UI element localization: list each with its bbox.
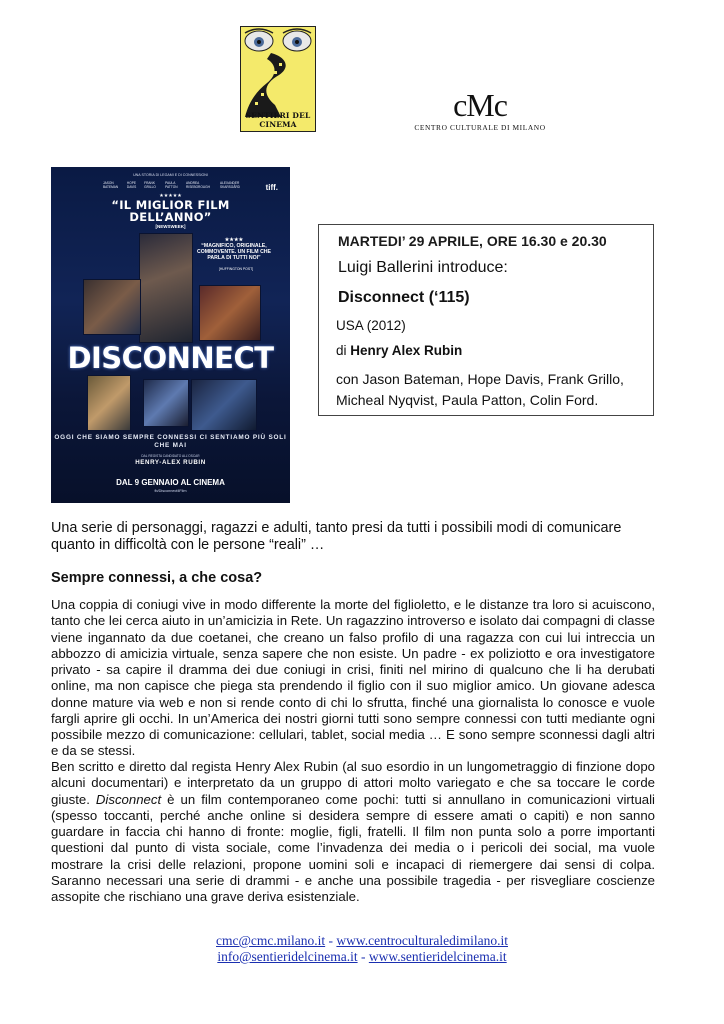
film-cast-line-2: Micheal Nyqvist, Paula Patton, Colin Ford. — [336, 392, 599, 408]
poster-director: HENRY-ALEX RUBIN — [135, 459, 206, 466]
sentieri-del-cinema-logo — [240, 26, 316, 132]
poster-cast-name: ANDREA RISEBOROUGH — [186, 181, 210, 189]
cmc-email-link[interactable]: cmc@cmc.milano.it — [216, 933, 326, 948]
poster-cast-name: FRANK GRILLO — [144, 181, 156, 189]
poster-photo-men — [191, 379, 257, 431]
poster-tagline: OGGI CHE SIAMO SEMPRE CONNESSI CI SENTIAMO PIÙ SOLI CHE MAI — [54, 434, 287, 449]
poster-cast-name: JASON BATEMAN — [103, 181, 119, 189]
footer-line-1 — [0, 933, 724, 949]
poster-cast — [103, 181, 256, 189]
sentieri-logo-caption: SENTIERI DEL CINEMA — [245, 111, 311, 129]
body-paragraph-2-start: Ben scritto e diretto dal regista Henry Alex Rubin (al suo esordio in un lungometraggio di finzione dopo alcuni documentari) e interpretato da un gruppo di attori molto variegato e che sa toccare le corde giuste. — [51, 759, 655, 807]
footer-separator: - — [357, 949, 369, 964]
section-heading: Sempre connessi, a che cosa? — [51, 570, 263, 586]
event-info-box — [318, 224, 654, 416]
event-datetime: MARTEDI’ 29 APRILE, ORE 16.30 e 20.30 — [338, 233, 607, 249]
footer-separator: - — [325, 933, 337, 948]
poster-photo-couple — [83, 279, 141, 335]
poster-photo-laptop — [143, 379, 189, 427]
sentieri-website-link[interactable]: www.sentieridelcinema.it — [368, 949, 507, 964]
poster-release-date: DAL 9 GENNAIO AL CINEMA — [116, 478, 225, 487]
poster-quote-1-source: [NEWSWEEK] — [155, 224, 186, 229]
film-road-icon — [241, 27, 315, 117]
poster-stars-1: ★★★★★ — [159, 193, 182, 199]
poster-title: DISCONNECT — [67, 341, 274, 375]
footer-line-2 — [0, 949, 724, 965]
poster-director-label: DAL REGISTA CANDIDATO ALL'OSCAR — [141, 454, 200, 458]
film-cast-line-1: con Jason Bateman, Hope Davis, Frank Grillo, — [336, 371, 624, 387]
film-director-line — [336, 343, 462, 358]
poster-cast-name: PAULA PATTON — [165, 181, 178, 189]
film-director: Henry Alex Rubin — [350, 343, 463, 358]
intro-text: Una serie di personaggi, ragazzi e adulti, tanto presi da tutti i possibili modi di comunicare quanto in difficoltà con le persone “reali” … — [51, 520, 622, 553]
body-paragraph-2-film-title: Disconnect — [95, 791, 162, 807]
poster-quote-1: “IL MIGLIOR FILM DELL’ANNO” — [111, 198, 230, 224]
cmc-logo-mark: cMc — [453, 87, 507, 123]
cmc-logo-subtitle: CENTRO CULTURALE DI MILANO — [414, 123, 546, 132]
body-paragraph-2 — [51, 759, 655, 905]
film-title: Disconnect (‘115) — [338, 289, 470, 306]
film-origin: USA (2012) — [336, 318, 406, 333]
film-poster — [51, 167, 290, 503]
cmc-website-link[interactable]: www.centroculturaledimilano.it — [336, 933, 508, 948]
footer-contacts — [0, 933, 724, 965]
poster-quote-2 — [189, 237, 279, 261]
poster-photo-man — [87, 375, 131, 431]
poster-photo-girl — [139, 233, 193, 343]
body-paragraph-2-end: è un film contemporaneo come pochi: tutti si annullano in comunicazioni virtuali (spesso toccanti, perché anche online si desidera sempre di essere amati o capiti) e non sanno guardare in faccia chi hanno di fronte: moglie, figli, fratelli. Il film non punta solo a porre importanti questioni dal punto di vista sociale, come l’invadenza dei media o i pericoli dei social, ma vuole mostrare la crisi delle relazioni, propone uomini soli e incapaci di riemergere dai sensi di colpa. Saranno necessari una serie di drammi - e anche una possibile tragedia - per risvegliare coscienze assopite che rischiano una grave deriva esistenziale. — [51, 791, 655, 904]
tiff-logo: tiff. — [265, 183, 278, 192]
film-director-prefix: di — [336, 343, 351, 358]
body-paragraph-1: Una coppia di coniugi vive in modo differente la morte del figlioletto, e le distanze tra loro si acuiscono, tanto che lei cerca aiuto in un’amicizia in Rete. Un ragazzino introverso e isolato dai compagni di classe viene ingannato da due coetanei, che creano un falso profilo di una ragazza con cui lui intreccia un abbozzo di amicizia virtuale, senza sapere che non esiste. Un padre - ex poliziotto e ora investigatore privato - sa capire il dramma dei due coniugi in crisi, finiti nel mirino di qualcuno che li ha derubati online, ma non capisce che piega sta prendendo il figlio con il suo miglior amico. Un giovane adesca donne mature via web e non si rende conto di chi lo sfrutta, finché una giornalista lo conosce e vuole fargli aprire gli occhi. In un’America dei nostri giorni tutti sono sempre connessi con tutti mediante ogni possibile mezzo di comunicazione: cellulari, tablet, social media … E sono sempre sconnessi dagli altri e da se stessi. — [51, 597, 656, 759]
event-presenter: Luigi Ballerini introduce: — [338, 259, 508, 276]
poster-quote-2-text: “MAGNIFICO, ORIGINALE, COMMOVENTE. UN FILM CHE PARLA DI TUTTI NOI” — [196, 243, 272, 261]
cmc-logo — [405, 88, 555, 136]
poster-photo-woman — [199, 285, 261, 341]
poster-quote-2-source: [HUFFINGTON POST] — [218, 267, 254, 271]
poster-cast-name: HOPE DAVIS — [126, 181, 137, 189]
poster-header: UNA STORIA DI LEGAMI E DI CONNESSIONI — [133, 173, 208, 177]
poster-cast-name: ALEXANDER SKARSGÅRD — [219, 181, 240, 189]
poster-url: fb/DisconnectIlFilm — [154, 489, 187, 493]
poster-stars-2: ★★★★ — [224, 237, 244, 243]
sentieri-email-link[interactable]: info@sentieridelcinema.it — [217, 949, 358, 964]
